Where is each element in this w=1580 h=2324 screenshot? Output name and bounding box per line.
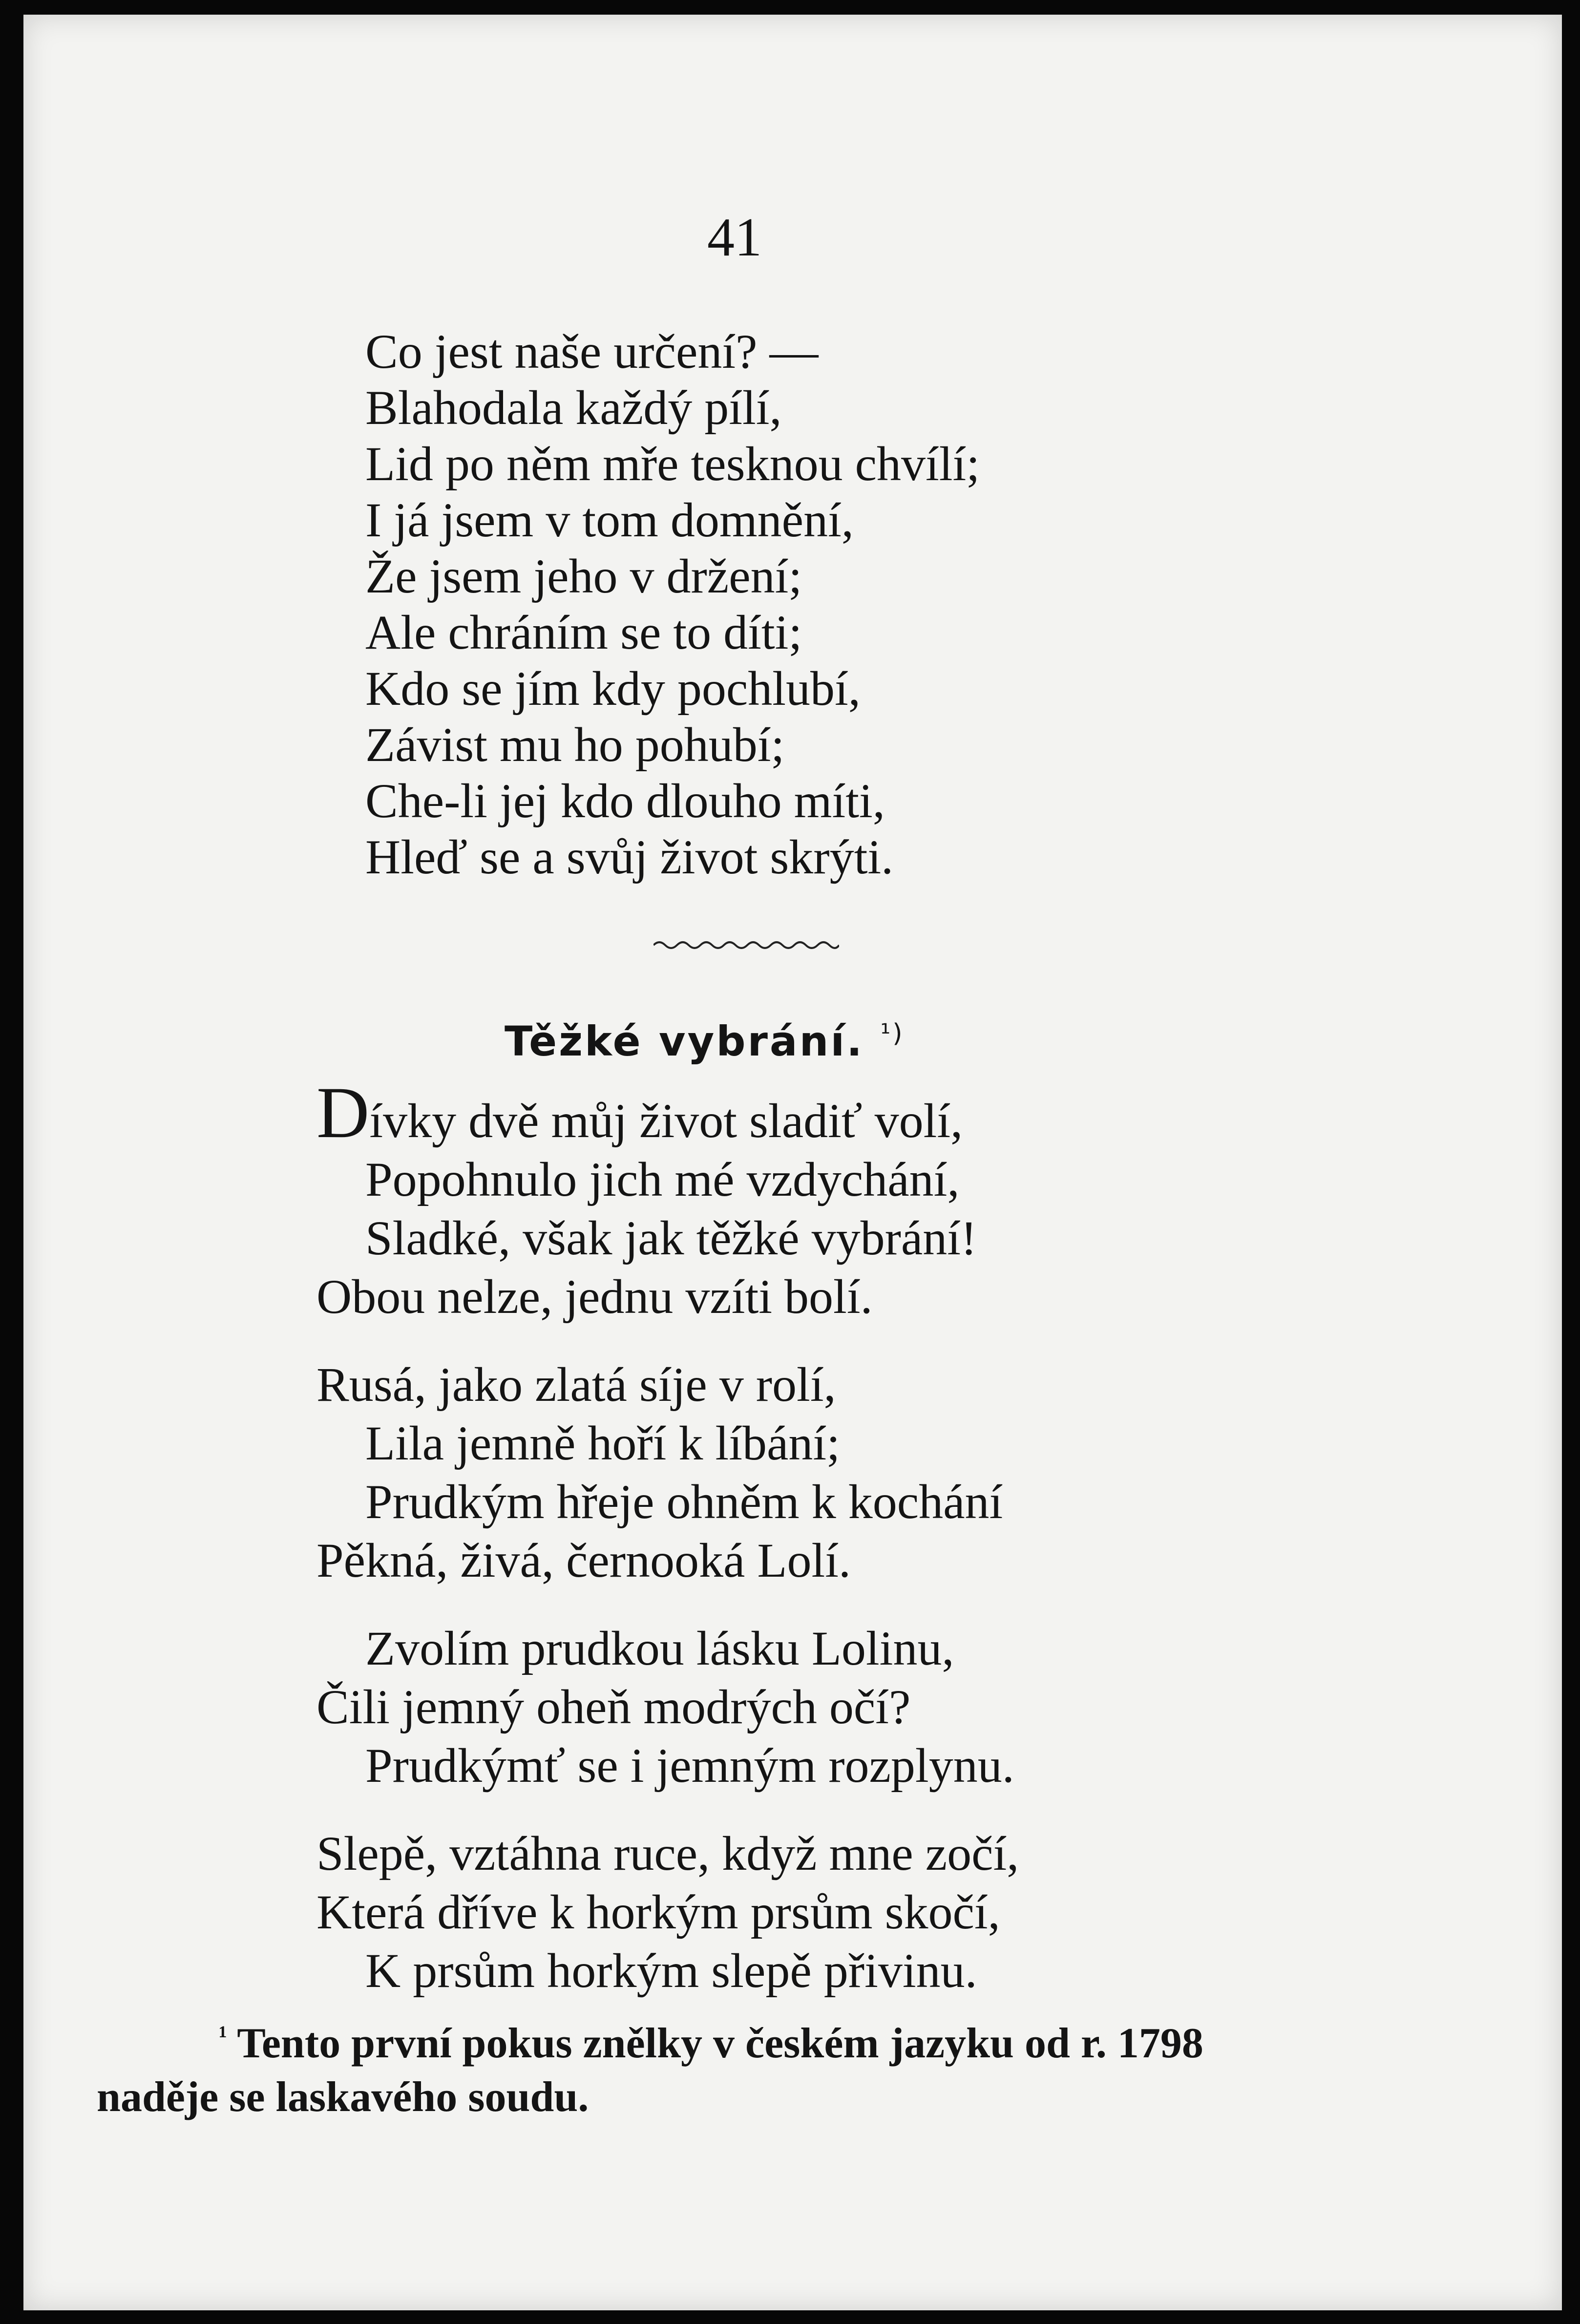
poem-line: Čili jemný oheň modrých očí? xyxy=(316,1680,911,1734)
poem-line: Obou nelze, jednu vzíti bolí. xyxy=(316,1269,873,1324)
poem-line: I já jsem v tom domnění, xyxy=(365,493,854,547)
footnote-continuation: naděje se laskavého soudu. xyxy=(97,2073,589,2121)
poem-line-text: ívky dvě můj život sladiť volí, xyxy=(369,1094,963,1148)
poem-line: Sladké, však jak těžké vybrání! xyxy=(365,1211,977,1265)
poem-line: Rusá, jako zlatá síje v rolí, xyxy=(316,1357,836,1412)
footnote-text: Tento první pokus znělky v českém jazyku od r. 1798 xyxy=(237,2020,1203,2067)
footnote-mark: ¹ xyxy=(219,2021,227,2051)
poem-title xyxy=(505,1017,905,1065)
footnote xyxy=(219,2022,1203,2065)
poem-line: Že jsem jeho v držení; xyxy=(365,549,802,603)
poem-line: K prsům horkým slepě přivinu. xyxy=(365,1944,977,1998)
poem-line: Zvolím prudkou lásku Lolinu, xyxy=(365,1621,954,1675)
drop-cap: D xyxy=(316,1072,370,1153)
poem-line: Kdo se jím kdy pochlubí, xyxy=(365,661,861,716)
poem-line: Popohnulo jich mé vzdychání, xyxy=(365,1152,960,1206)
poem-title-text: Těžké vybrání. xyxy=(505,1017,864,1065)
poem-line: Prudkým hřeje ohněm k kochání xyxy=(365,1475,1003,1529)
poem-line: Která dříve k horkým prsům skočí, xyxy=(316,1885,1000,1939)
poem-line: Co jest naše určení? — xyxy=(365,324,819,379)
poem-line: Ale chráním se to díti; xyxy=(365,605,802,659)
page-number: 41 xyxy=(707,207,762,268)
poem-line: Blahodala každý pílí, xyxy=(365,380,782,435)
poem-line: Lid po něm mře tesknou chvílí; xyxy=(365,437,980,491)
poem-line: Prudkýmť se i jemným rozplynu. xyxy=(365,1738,1014,1793)
poem-line: Che-li jej kdo dlouho míti, xyxy=(365,774,885,828)
footnote-reference: ¹) xyxy=(880,1019,905,1048)
poem-line: Závist mu ho pohubí; xyxy=(365,718,785,772)
poem-line: Hleď se a svůj život skrýti. xyxy=(365,830,894,884)
poem-line: Pěkná, živá, černooká Lolí. xyxy=(316,1533,851,1587)
poem-line xyxy=(316,1072,963,1153)
section-divider xyxy=(653,935,839,955)
poem-line: Slepě, vztáhna ruce, když mne zočí, xyxy=(316,1826,1019,1880)
book-page xyxy=(23,15,1562,2310)
poem-line: Lila jemně hoří k líbání; xyxy=(365,1416,840,1470)
